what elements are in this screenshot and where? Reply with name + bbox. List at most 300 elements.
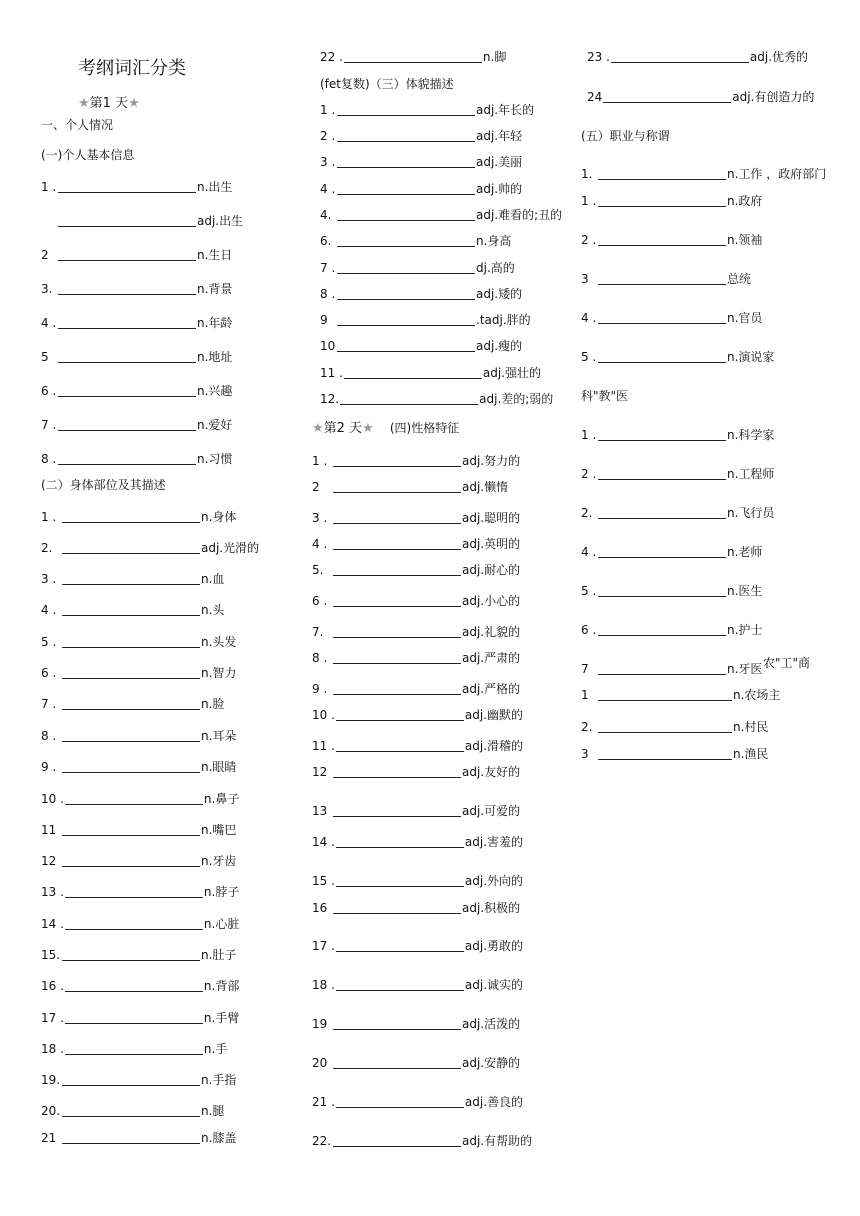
item-number: 8 .	[41, 452, 57, 466]
answer-blank[interactable]	[333, 594, 461, 607]
fill-in-row	[41, 214, 243, 228]
word-definition: n.头发	[201, 635, 237, 649]
answer-blank[interactable]	[62, 1104, 200, 1117]
item-number: 2 .	[581, 467, 597, 481]
item-number: 6 .	[41, 384, 57, 398]
word-definition: n.血	[201, 572, 225, 586]
answer-blank[interactable]	[62, 760, 200, 773]
fill-in-row	[320, 129, 522, 143]
word-definition: adj.瘦的	[476, 339, 523, 353]
word-definition: n.鼻子	[203, 792, 240, 806]
fill-in-row	[312, 901, 520, 915]
item-number: 5 .	[581, 350, 597, 364]
item-number: 15 .	[312, 874, 335, 888]
word-definition: n.背部	[203, 979, 240, 993]
item-number: 5 .	[581, 584, 597, 598]
fill-in-row	[320, 208, 562, 222]
answer-blank[interactable]	[598, 623, 726, 636]
day2-label: 第2 天	[323, 421, 363, 436]
answer-blank[interactable]	[333, 480, 461, 493]
answer-blank[interactable]	[344, 366, 482, 379]
section-occupation: (五）职业与称谓	[581, 129, 670, 143]
word-definition: adj.勇敢的	[464, 939, 524, 953]
word-definition: n.农场主	[733, 688, 781, 702]
item-number: 16	[312, 901, 328, 915]
word-definition: adj.懒惰	[462, 480, 509, 494]
fill-in-row	[41, 979, 239, 993]
item-number: 7	[581, 662, 589, 676]
answer-blank[interactable]	[598, 747, 732, 760]
word-definition: adj.小心的	[462, 594, 521, 608]
fill-in-row	[41, 697, 224, 711]
star-icon: ★	[362, 421, 374, 436]
item-number: 9 .	[312, 682, 328, 696]
item-number: 4 .	[581, 311, 597, 325]
answer-blank[interactable]	[598, 311, 726, 324]
item-number: 6.	[320, 234, 332, 248]
fill-in-row	[312, 625, 520, 639]
word-definition: n.手	[203, 1042, 228, 1056]
item-number: 21	[41, 1131, 57, 1145]
fill-in-row	[587, 90, 814, 104]
item-number: 5	[41, 350, 49, 364]
item-number: 3	[581, 272, 589, 286]
section-appearance: (fet复数)（三）体貌描述	[320, 77, 454, 91]
answer-blank[interactable]	[333, 651, 461, 664]
word-definition: adj.有创造力的	[732, 90, 815, 104]
fill-in-row	[581, 545, 762, 559]
word-definition: n.生日	[197, 248, 233, 262]
answer-blank[interactable]	[337, 208, 475, 221]
fill-in-row	[41, 350, 232, 364]
item-number: 10	[320, 339, 336, 353]
fill-in-row	[41, 1131, 236, 1145]
fill-in-row	[312, 594, 520, 608]
answer-blank[interactable]	[337, 155, 475, 168]
fill-in-row	[320, 366, 541, 380]
fill-in-row	[312, 480, 508, 494]
star-icon: ★	[312, 421, 324, 436]
word-definition: adj.美丽	[476, 155, 523, 169]
fill-in-row	[312, 1134, 532, 1148]
item-number: 3 .	[312, 511, 328, 525]
answer-blank[interactable]	[333, 1056, 461, 1069]
answer-blank[interactable]	[337, 182, 475, 195]
item-number: 12.	[320, 392, 340, 406]
fill-in-row	[41, 823, 236, 837]
fill-in-row	[41, 572, 224, 586]
fill-in-row	[312, 804, 520, 818]
item-number: 1 .	[581, 428, 597, 442]
answer-blank[interactable]	[336, 939, 464, 952]
fill-in-row	[41, 1104, 224, 1118]
item-number: 11	[41, 823, 57, 837]
answer-blank[interactable]	[598, 194, 726, 207]
item-number: 14 .	[41, 917, 64, 931]
fill-in-row	[41, 1073, 236, 1087]
item-number: 2 .	[581, 233, 597, 247]
item-number: 4 .	[41, 603, 57, 617]
answer-blank[interactable]	[65, 917, 203, 930]
fill-in-row	[41, 180, 232, 194]
fill-in-row	[581, 688, 780, 702]
item-number: 12	[41, 854, 57, 868]
word-definition: n.领袖	[727, 233, 763, 247]
item-number: 3	[581, 747, 589, 761]
fill-in-row	[41, 418, 232, 432]
item-number: 4 .	[41, 316, 57, 330]
item-number: 1 .	[41, 510, 57, 524]
answer-blank[interactable]	[598, 272, 726, 285]
word-definition: adj.有帮助的	[462, 1134, 533, 1148]
word-definition: adj.年轻	[476, 129, 523, 143]
answer-blank[interactable]	[598, 584, 726, 597]
fill-in-row	[41, 729, 236, 743]
item-number: 11 .	[312, 739, 335, 753]
fill-in-row	[41, 1011, 239, 1025]
answer-blank[interactable]	[340, 392, 478, 405]
item-number: 5.	[312, 563, 324, 577]
item-number: 12	[312, 765, 328, 779]
word-definition: n.渔民	[733, 747, 769, 761]
fill-in-row	[581, 272, 751, 286]
answer-blank[interactable]	[598, 506, 726, 519]
fill-in-row	[320, 50, 506, 64]
item-number: 18 .	[312, 978, 335, 992]
answer-blank[interactable]	[598, 167, 726, 180]
answer-blank[interactable]	[333, 901, 461, 914]
fill-in-row	[41, 635, 236, 649]
word-definition: adj.安静的	[462, 1056, 521, 1070]
answer-blank[interactable]	[333, 537, 461, 550]
fill-in-row	[312, 537, 520, 551]
answer-blank[interactable]	[58, 350, 196, 363]
answer-blank[interactable]	[333, 454, 461, 467]
word-definition: n.智力	[201, 666, 237, 680]
page-title: 考纲词汇分类	[78, 58, 186, 79]
answer-blank[interactable]	[62, 854, 200, 867]
word-definition: n.出生	[197, 180, 233, 194]
answer-blank[interactable]	[337, 103, 475, 116]
word-definition: n.村民	[733, 720, 769, 734]
answer-blank[interactable]	[598, 688, 732, 701]
word-definition: adj.可爱的	[462, 804, 521, 818]
word-definition: n.兴趣	[197, 384, 233, 398]
answer-blank[interactable]	[62, 1131, 200, 1144]
answer-blank[interactable]	[598, 662, 726, 675]
section-personality: (四)性格特征	[389, 421, 460, 435]
fill-in-row	[312, 765, 520, 779]
answer-blank[interactable]	[62, 729, 200, 742]
fill-in-row	[41, 452, 232, 466]
fill-in-row	[312, 682, 520, 696]
answer-blank[interactable]	[611, 50, 749, 63]
word-definition: n.手指	[201, 1073, 237, 1087]
word-definition: n.身体	[201, 510, 237, 524]
word-definition: n.工程师	[727, 467, 775, 481]
fill-in-row	[320, 339, 522, 353]
item-number: 6 .	[312, 594, 328, 608]
answer-blank[interactable]	[598, 720, 732, 733]
word-definition: adj.礼貌的	[462, 625, 521, 639]
answer-blank[interactable]	[62, 603, 200, 616]
item-number: 14 .	[312, 835, 335, 849]
item-number: 8 .	[41, 729, 57, 743]
item-number: 13	[312, 804, 328, 818]
answer-blank[interactable]	[62, 572, 200, 585]
answer-blank[interactable]	[65, 979, 203, 992]
fill-in-row	[41, 666, 236, 680]
answer-blank[interactable]	[58, 418, 196, 431]
word-definition: adj.努力的	[462, 454, 521, 468]
word-definition: n.演说家	[727, 350, 775, 364]
answer-blank[interactable]	[336, 739, 464, 752]
fill-in-row	[41, 541, 259, 555]
answer-blank[interactable]	[337, 287, 475, 300]
answer-blank[interactable]	[58, 282, 196, 295]
word-definition: n.官员	[727, 311, 763, 325]
answer-blank[interactable]	[58, 214, 196, 227]
answer-blank[interactable]	[337, 129, 475, 142]
word-definition: n.脸	[201, 697, 225, 711]
item-number: 21 .	[312, 1095, 335, 1109]
word-definition: n.脚	[482, 50, 507, 64]
answer-blank[interactable]	[62, 510, 200, 523]
fill-in-row	[320, 103, 534, 117]
item-number: 1	[581, 688, 589, 702]
word-definition: .tadj.胖的	[476, 313, 531, 327]
fill-in-row	[41, 603, 224, 617]
word-definition: adj.优秀的	[749, 50, 809, 64]
fill-in-row	[41, 760, 236, 774]
item-number: 7 .	[320, 261, 336, 275]
fill-in-row	[581, 428, 774, 442]
fill-in-row	[312, 651, 520, 665]
day1-label: 第1 天	[89, 96, 129, 111]
word-definition: adj.帅的	[476, 182, 523, 196]
day1-heading	[78, 97, 140, 111]
word-definition: adj.害羞的	[464, 835, 524, 849]
item-number: 4 .	[581, 545, 597, 559]
item-number: 7 .	[41, 697, 57, 711]
fill-in-row	[41, 885, 239, 899]
fill-in-row	[581, 584, 762, 598]
word-definition: adj.难看的;丑的	[476, 208, 563, 222]
item-number: 2.	[581, 506, 593, 520]
item-number: 6 .	[41, 666, 57, 680]
answer-blank[interactable]	[65, 1042, 203, 1055]
fill-in-row	[581, 167, 826, 181]
answer-blank[interactable]	[337, 313, 475, 326]
answer-blank[interactable]	[333, 1134, 461, 1147]
fill-in-row	[320, 313, 531, 327]
item-number: 2	[312, 480, 320, 494]
item-number: 10 .	[41, 792, 64, 806]
answer-blank[interactable]	[65, 792, 203, 805]
section-body-parts: (二）身体部位及其描述	[41, 478, 166, 492]
fill-in-row	[320, 234, 511, 248]
word-definition: n.膝盖	[201, 1131, 237, 1145]
word-definition: adj.耐心的	[462, 563, 521, 577]
word-definition: adj.矮的	[476, 287, 523, 301]
word-definition: adj.积极的	[462, 901, 521, 915]
fill-in-row	[581, 623, 762, 637]
answer-blank[interactable]	[598, 545, 726, 558]
item-number: 15.	[41, 948, 61, 962]
item-number: 2.	[581, 720, 593, 734]
item-number: 17 .	[41, 1011, 64, 1025]
answer-blank[interactable]	[58, 316, 196, 329]
answer-blank[interactable]	[337, 339, 475, 352]
word-definition: n.心脏	[203, 917, 240, 931]
fill-in-row	[312, 454, 520, 468]
answer-blank[interactable]	[336, 978, 464, 991]
word-definition: adj.严肃的	[462, 651, 521, 665]
answer-blank[interactable]	[333, 682, 461, 695]
item-number: 4.	[320, 208, 332, 222]
fill-in-row	[581, 467, 774, 481]
word-definition: adj.聪明的	[462, 511, 521, 525]
section-basic-info: (一)个人基本信息	[41, 148, 135, 162]
word-definition: n.科学家	[727, 428, 775, 442]
word-definition: n.爱好	[197, 418, 233, 432]
answer-blank[interactable]	[336, 874, 464, 887]
answer-blank[interactable]	[336, 708, 464, 721]
item-number: 2	[41, 248, 49, 262]
word-definition: adj.善良的	[464, 1095, 524, 1109]
fill-in-row	[581, 194, 762, 208]
answer-blank[interactable]	[333, 1017, 461, 1030]
word-definition: n.眼睛	[201, 760, 237, 774]
item-number: 3 .	[41, 572, 57, 586]
fill-in-row	[320, 392, 553, 406]
word-definition: n.老师	[727, 545, 763, 559]
fill-in-row	[320, 182, 522, 196]
answer-blank[interactable]	[337, 261, 475, 274]
day2-heading	[312, 421, 459, 436]
answer-blank[interactable]	[336, 835, 464, 848]
answer-blank[interactable]	[65, 885, 203, 898]
answer-blank[interactable]	[62, 635, 200, 648]
word-definition: adj.严格的	[462, 682, 521, 696]
answer-blank[interactable]	[62, 823, 200, 836]
word-definition: n.牙齿	[201, 854, 237, 868]
word-definition: adj.差的;弱的	[479, 392, 554, 406]
fill-in-row	[41, 248, 232, 262]
fill-in-row	[41, 510, 236, 524]
word-definition: n.肚子	[201, 948, 237, 962]
answer-blank[interactable]	[62, 697, 200, 710]
item-number: 8 .	[312, 651, 328, 665]
answer-blank[interactable]	[337, 234, 475, 247]
fill-in-row	[312, 739, 523, 753]
fill-in-row	[41, 384, 232, 398]
word-definition: n.嘴巴	[201, 823, 237, 837]
answer-blank[interactable]	[65, 1011, 203, 1024]
answer-blank[interactable]	[598, 350, 726, 363]
fill-in-row	[312, 1056, 520, 1070]
answer-blank[interactable]	[58, 248, 196, 261]
word-definition: n.医生	[727, 584, 763, 598]
fill-in-row	[581, 720, 768, 734]
fill-in-row	[587, 50, 808, 64]
answer-blank[interactable]	[62, 666, 200, 679]
item-number: 19.	[41, 1073, 61, 1087]
fill-in-row	[41, 854, 236, 868]
answer-blank[interactable]	[598, 467, 726, 480]
item-number: 20.	[41, 1104, 61, 1118]
word-definition: adj.外向的	[464, 874, 524, 888]
fill-in-row	[312, 835, 523, 849]
item-number: 19	[312, 1017, 328, 1031]
item-number: 3 .	[320, 155, 336, 169]
answer-blank[interactable]	[333, 511, 461, 524]
fill-in-row	[312, 1095, 523, 1109]
fill-in-row	[581, 506, 774, 520]
answer-blank[interactable]	[333, 563, 461, 576]
answer-blank[interactable]	[62, 541, 200, 554]
answer-blank[interactable]	[333, 765, 461, 778]
word-definition: adj.强壮的	[482, 366, 542, 380]
item-number: 23 .	[587, 50, 610, 64]
item-number: 5 .	[41, 635, 57, 649]
item-number: 6 .	[581, 623, 597, 637]
word-definition: adj.诚实的	[464, 978, 524, 992]
item-number: 20	[312, 1056, 328, 1070]
fill-in-row	[581, 311, 762, 325]
item-number: 11 .	[320, 366, 343, 380]
fill-in-row	[581, 747, 768, 761]
fill-in-row	[41, 948, 236, 962]
word-definition: n.腿	[201, 1104, 225, 1118]
word-definition: n.牙医	[727, 662, 763, 676]
section-personal: 一、个人情况	[41, 118, 114, 132]
star-icon: ★	[128, 96, 140, 111]
fill-in-row	[312, 1017, 520, 1031]
item-number: 9 .	[41, 760, 57, 774]
answer-blank[interactable]	[58, 180, 196, 193]
item-number: 2 .	[320, 129, 336, 143]
word-definition: adj.活泼的	[462, 1017, 521, 1031]
answer-blank[interactable]	[58, 452, 196, 465]
fill-in-row	[312, 939, 523, 953]
fill-in-row	[581, 233, 762, 247]
fill-in-row	[312, 708, 523, 722]
item-number: 8 .	[320, 287, 336, 301]
answer-blank[interactable]	[603, 90, 731, 103]
answer-blank[interactable]	[333, 804, 461, 817]
answer-blank[interactable]	[344, 50, 482, 63]
word-definition: n.飞行员	[727, 506, 775, 520]
star-icon: ★	[78, 96, 90, 111]
answer-blank[interactable]	[333, 625, 461, 638]
item-number: 24	[587, 90, 603, 104]
answer-blank[interactable]	[598, 233, 726, 246]
answer-blank[interactable]	[62, 948, 200, 961]
item-number: 13 .	[41, 885, 64, 899]
answer-blank[interactable]	[336, 1095, 464, 1108]
answer-blank[interactable]	[598, 428, 726, 441]
item-number: 9	[320, 313, 328, 327]
word-definition: adj.出生	[197, 214, 244, 228]
answer-blank[interactable]	[62, 1073, 200, 1086]
item-number: 1 .	[41, 180, 57, 194]
answer-blank[interactable]	[58, 384, 196, 397]
word-definition: n.脖子	[203, 885, 240, 899]
word-definition: 总统	[727, 272, 752, 286]
fill-in-row	[41, 917, 239, 931]
word-definition: adj.滑稽的	[464, 739, 524, 753]
